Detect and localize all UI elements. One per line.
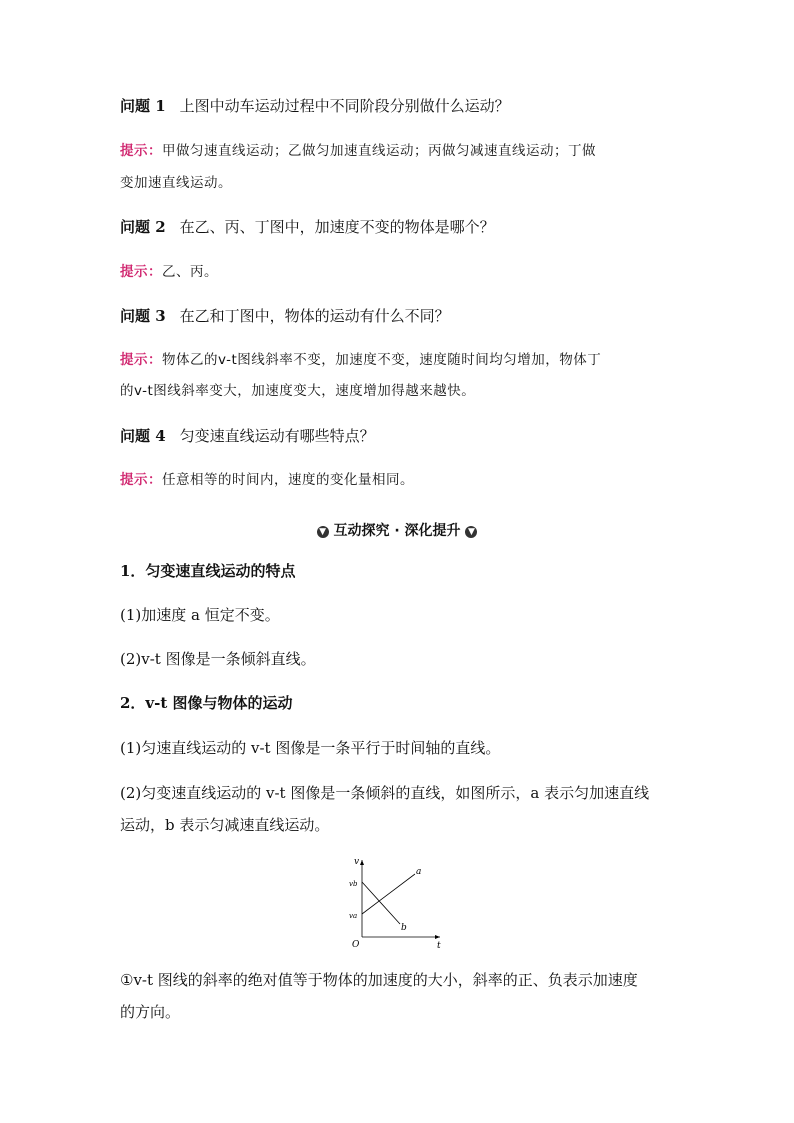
point-2a: (1)匀速直线运动的 v-t 图像是一条平行于时间轴的直线。 — [120, 739, 501, 757]
hint-label: 提示： — [120, 143, 162, 159]
hint-text: 任意相等的时间内，速度的变化量相同。 — [162, 472, 414, 488]
v-axis-arrow — [360, 860, 364, 865]
point-2b: (2)匀变速直线运动的 v-t 图像是一条倾斜的直线，如图所示，a 表示匀加速直线 — [120, 784, 650, 802]
hint-text: 物体乙的v-t图线斜率不变，加速度不变，速度随时间均匀增加，物体丁 — [162, 352, 602, 368]
origin-label: O — [352, 940, 360, 950]
line-b — [362, 882, 400, 924]
question-number: 问题 1 — [120, 97, 166, 115]
question-text: 匀变速直线运动有哪些特点？ — [179, 427, 375, 445]
point-3-cont: 的方向。 — [120, 1003, 181, 1021]
question-3 — [120, 306, 450, 326]
hint-text: 乙、丙。 — [162, 264, 218, 280]
line-a — [362, 874, 415, 914]
question-4 — [120, 426, 375, 446]
point-2b-cont: 运动，b 表示匀减速直线运动。 — [120, 816, 330, 834]
chevron-down-icon: ▼ — [465, 526, 477, 538]
section-title: 互动探究 · 深化提升 — [333, 523, 461, 539]
point-1-heading: 1．匀变速直线运动的特点 — [120, 562, 296, 580]
question-text: 在乙和丁图中，物体的运动有什么不同？ — [179, 307, 450, 325]
a-label: a — [416, 867, 422, 877]
hint-3-cont: 的v-t图线斜率变大，加速度变大，速度增加得越来越快。 — [120, 383, 476, 399]
hint-label: 提示： — [120, 472, 162, 488]
v-label: v — [354, 857, 360, 867]
question-1 — [120, 96, 510, 116]
hint-2 — [120, 262, 218, 282]
question-2 — [120, 217, 495, 237]
hint-1 — [120, 141, 596, 161]
t-label: t — [437, 941, 441, 951]
point-1b: (2)v-t 图像是一条倾斜直线。 — [120, 650, 316, 668]
question-number: 问题 3 — [120, 307, 166, 325]
question-number: 问题 4 — [120, 427, 166, 445]
question-text: 在乙、丙、丁图中，加速度不变的物体是哪个？ — [179, 218, 495, 236]
chevron-down-icon: ▼ — [317, 526, 329, 538]
hint-text: 甲做匀速直线运动；乙做匀加速直线运动；丙做匀减速直线运动；丁做 — [162, 143, 596, 159]
question-number: 问题 2 — [120, 218, 166, 236]
hint-3 — [120, 350, 601, 370]
point-3: ①v-t 图线的斜率的绝对值等于物体的加速度的大小，斜率的正、负表示加速度 — [120, 971, 638, 989]
point-2-heading: 2．v-t 图像与物体的运动 — [120, 694, 293, 712]
b-label: b — [401, 923, 407, 933]
section-heading — [0, 520, 794, 540]
hint-1-cont: 变加速直线运动。 — [120, 175, 232, 191]
hint-label: 提示： — [120, 264, 162, 280]
vb-label: vb — [349, 880, 358, 888]
point-1a: (1)加速度 a 恒定不变。 — [120, 606, 280, 624]
t-axis-arrow — [435, 935, 440, 939]
va-label: va — [349, 912, 358, 920]
hint-label: 提示： — [120, 352, 162, 368]
question-text: 上图中动车运动过程中不同阶段分别做什么运动？ — [179, 97, 510, 115]
hint-4 — [120, 470, 414, 490]
vt-graph — [340, 852, 450, 952]
